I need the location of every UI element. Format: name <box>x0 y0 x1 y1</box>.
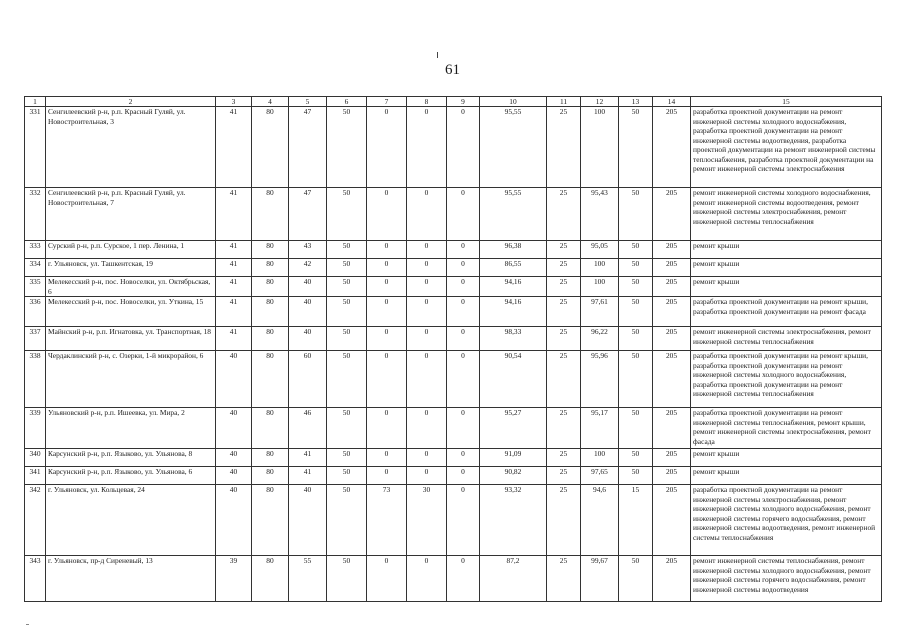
value-cell: 80 <box>252 277 289 297</box>
value-cell: 41 <box>216 277 252 297</box>
value-cell: 25 <box>547 327 581 351</box>
value-cell: 50 <box>327 277 367 297</box>
value-cell: 50 <box>327 556 367 602</box>
column-header: 5 <box>289 97 327 107</box>
value-cell: 50 <box>619 449 653 467</box>
value-cell: 25 <box>547 259 581 277</box>
value-cell: 94,16 <box>480 277 547 297</box>
works-cell: ремонт крыши <box>691 259 882 277</box>
value-cell: 50 <box>327 107 367 188</box>
value-cell: 205 <box>653 408 691 449</box>
table-row <box>25 351 882 408</box>
value-cell: 50 <box>619 241 653 259</box>
value-cell: 0 <box>367 408 407 449</box>
row-number-cell: 338 <box>25 351 46 408</box>
header-row <box>25 97 882 107</box>
value-cell: 50 <box>327 408 367 449</box>
scan-tick-mark <box>437 52 438 58</box>
value-cell: 99,67 <box>581 556 619 602</box>
value-cell: 50 <box>327 449 367 467</box>
row-number-cell: 336 <box>25 297 46 327</box>
value-cell: 25 <box>547 241 581 259</box>
value-cell: 40 <box>216 467 252 485</box>
address-cell: г. Ульяновск, пр-д Сиреневый, 13 <box>46 556 216 602</box>
value-cell: 95,96 <box>581 351 619 408</box>
value-cell: 50 <box>619 277 653 297</box>
value-cell: 41 <box>216 107 252 188</box>
value-cell: 94,6 <box>581 485 619 556</box>
value-cell: 0 <box>407 241 447 259</box>
works-cell: разработка проектной документации на ремонт инженерной системы теплоснабжения, ремонт крыши, ремонт инженерной системы электроснабжения, ремонт фасада <box>691 408 882 449</box>
value-cell: 86,55 <box>480 259 547 277</box>
value-cell: 87,2 <box>480 556 547 602</box>
value-cell: 205 <box>653 107 691 188</box>
value-cell: 0 <box>447 351 480 408</box>
address-cell: Майнский р-н, р.п. Игнатовка, ул. Транспортная, 18 <box>46 327 216 351</box>
column-header: 10 <box>480 97 547 107</box>
value-cell: 50 <box>327 241 367 259</box>
column-header: 4 <box>252 97 289 107</box>
value-cell: 41 <box>216 327 252 351</box>
column-header: 7 <box>367 97 407 107</box>
works-cell: ремонт крыши <box>691 277 882 297</box>
value-cell: 95,55 <box>480 107 547 188</box>
value-cell: 50 <box>327 259 367 277</box>
value-cell: 40 <box>216 351 252 408</box>
value-cell: 0 <box>447 327 480 351</box>
address-cell: Сенгилеевский р-н, р.п. Красный Гуляй, ул. Новостроительная, 3 <box>46 107 216 188</box>
value-cell: 47 <box>289 107 327 188</box>
address-cell: г. Ульяновск, ул. Ташкентская, 19 <box>46 259 216 277</box>
value-cell: 0 <box>407 107 447 188</box>
value-cell: 0 <box>407 188 447 241</box>
table-row <box>25 408 882 449</box>
value-cell: 50 <box>619 107 653 188</box>
value-cell: 205 <box>653 277 691 297</box>
value-cell: 0 <box>447 277 480 297</box>
value-cell: 95,05 <box>581 241 619 259</box>
table-row <box>25 556 882 602</box>
page-number: 61 <box>445 62 460 78</box>
table-row <box>25 327 882 351</box>
value-cell: 0 <box>367 241 407 259</box>
value-cell: 40 <box>289 297 327 327</box>
value-cell: 25 <box>547 408 581 449</box>
value-cell: 80 <box>252 485 289 556</box>
row-number-cell: 334 <box>25 259 46 277</box>
value-cell: 80 <box>252 449 289 467</box>
address-cell: Мелекесский р-н, пос. Новоселки, ул. Уткина, 15 <box>46 297 216 327</box>
value-cell: 205 <box>653 449 691 467</box>
value-cell: 96,22 <box>581 327 619 351</box>
value-cell: 39 <box>216 556 252 602</box>
value-cell: 0 <box>367 556 407 602</box>
address-cell: Карсунский р-н, р.п. Языково, ул. Ульянова, 8 <box>46 449 216 467</box>
value-cell: 43 <box>289 241 327 259</box>
row-number-cell: 340 <box>25 449 46 467</box>
value-cell: 96,38 <box>480 241 547 259</box>
column-header: 9 <box>447 97 480 107</box>
value-cell: 0 <box>407 467 447 485</box>
table-row <box>25 241 882 259</box>
value-cell: 0 <box>367 327 407 351</box>
table-row <box>25 449 882 467</box>
value-cell: 0 <box>447 259 480 277</box>
column-header: 8 <box>407 97 447 107</box>
value-cell: 0 <box>447 241 480 259</box>
value-cell: 25 <box>547 297 581 327</box>
table-row <box>25 259 882 277</box>
row-number-cell: 342 <box>25 485 46 556</box>
column-header: 2 <box>46 97 216 107</box>
value-cell: 50 <box>619 297 653 327</box>
value-cell: 40 <box>289 327 327 351</box>
value-cell: 95,17 <box>581 408 619 449</box>
value-cell: 0 <box>367 259 407 277</box>
value-cell: 205 <box>653 556 691 602</box>
value-cell: 80 <box>252 351 289 408</box>
value-cell: 50 <box>327 485 367 556</box>
value-cell: 41 <box>216 188 252 241</box>
column-header: 1 <box>25 97 46 107</box>
value-cell: 0 <box>447 467 480 485</box>
value-cell: 41 <box>216 259 252 277</box>
value-cell: 0 <box>407 556 447 602</box>
value-cell: 205 <box>653 241 691 259</box>
value-cell: 90,54 <box>480 351 547 408</box>
value-cell: 25 <box>547 188 581 241</box>
value-cell: 80 <box>252 408 289 449</box>
address-cell: г. Ульяновск, ул. Кольцевая, 24 <box>46 485 216 556</box>
value-cell: 0 <box>447 449 480 467</box>
column-header: 15 <box>691 97 882 107</box>
row-number-cell: 341 <box>25 467 46 485</box>
value-cell: 0 <box>407 351 447 408</box>
value-cell: 80 <box>252 467 289 485</box>
value-cell: 205 <box>653 297 691 327</box>
value-cell: 25 <box>547 556 581 602</box>
value-cell: 95,27 <box>480 408 547 449</box>
value-cell: 47 <box>289 188 327 241</box>
table-row <box>25 297 882 327</box>
value-cell: 205 <box>653 259 691 277</box>
value-cell: 80 <box>252 327 289 351</box>
column-header: 13 <box>619 97 653 107</box>
value-cell: 95,43 <box>581 188 619 241</box>
works-cell: разработка проектной документации на ремонт крыши, разработка проектной документации на ремонт фасада <box>691 297 882 327</box>
value-cell: 55 <box>289 556 327 602</box>
table-row <box>25 188 882 241</box>
row-number-cell: 332 <box>25 188 46 241</box>
address-cell: Ульяновский р-н, р.п. Ишеевка, ул. Мира, 2 <box>46 408 216 449</box>
value-cell: 80 <box>252 297 289 327</box>
value-cell: 80 <box>252 259 289 277</box>
value-cell: 41 <box>289 449 327 467</box>
value-cell: 40 <box>216 449 252 467</box>
value-cell: 205 <box>653 467 691 485</box>
column-header: 14 <box>653 97 691 107</box>
works-cell: ремонт крыши <box>691 449 882 467</box>
value-cell: 25 <box>547 485 581 556</box>
row-number-cell: 331 <box>25 107 46 188</box>
value-cell: 205 <box>653 351 691 408</box>
value-cell: 41 <box>216 297 252 327</box>
value-cell: 100 <box>581 259 619 277</box>
value-cell: 205 <box>653 188 691 241</box>
value-cell: 0 <box>407 277 447 297</box>
value-cell: 0 <box>407 408 447 449</box>
value-cell: 94,16 <box>480 297 547 327</box>
value-cell: 25 <box>547 449 581 467</box>
works-cell: ремонт инженерной системы теплоснабжения, ремонт инженерной системы холодного водоснабжения, ремонт инженерной системы горячего водоснабжения, ремонт инженерной системы водоотведения <box>691 556 882 602</box>
value-cell: 50 <box>327 188 367 241</box>
value-cell: 0 <box>407 297 447 327</box>
works-cell: ремонт крыши <box>691 467 882 485</box>
value-cell: 0 <box>367 467 407 485</box>
value-cell: 100 <box>581 107 619 188</box>
value-cell: 0 <box>367 297 407 327</box>
value-cell: 98,33 <box>480 327 547 351</box>
works-cell: разработка проектной документации на ремонт инженерной системы электроснабжения, ремонт инженерной системы холодного водоснабжения, ремонт инженерной системы горячего водоснабжения, ремонт инженерной системы водоотведения, ремонт инженерной системы теплоснабжения <box>691 485 882 556</box>
value-cell: 25 <box>547 351 581 408</box>
value-cell: 41 <box>216 241 252 259</box>
value-cell: 0 <box>407 449 447 467</box>
value-cell: 0 <box>367 188 407 241</box>
address-cell: Чердаклинский р-н, с. Озерки, 1-й микрорайон, 6 <box>46 351 216 408</box>
value-cell: 50 <box>327 327 367 351</box>
table-row <box>25 485 882 556</box>
value-cell: 0 <box>447 107 480 188</box>
value-cell: 0 <box>447 556 480 602</box>
address-cell: Сурский р-н, р.п. Сурское, 1 пер. Ленина, 1 <box>46 241 216 259</box>
value-cell: 50 <box>619 188 653 241</box>
value-cell: 205 <box>653 327 691 351</box>
value-cell: 0 <box>407 259 447 277</box>
address-cell: Карсунский р-н, р.п. Языково, ул. Ульянова, 6 <box>46 467 216 485</box>
value-cell: 95,55 <box>480 188 547 241</box>
value-cell: 97,61 <box>581 297 619 327</box>
register-table <box>24 96 882 602</box>
works-cell: ремонт инженерной системы холодного водоснабжения, ремонт инженерной системы водоотведения, ремонт инженерной системы электроснабжения, ремонт инженерной системы теплоснабжения <box>691 188 882 241</box>
column-header: 11 <box>547 97 581 107</box>
value-cell: 90,82 <box>480 467 547 485</box>
value-cell: 0 <box>367 107 407 188</box>
value-cell: 0 <box>447 188 480 241</box>
address-cell: Мелекесский р-н, пос. Новоселки, ул. Октябрьская, 6 <box>46 277 216 297</box>
row-number-cell: 343 <box>25 556 46 602</box>
value-cell: 42 <box>289 259 327 277</box>
value-cell: 25 <box>547 467 581 485</box>
value-cell: 50 <box>619 327 653 351</box>
works-cell: разработка проектной документации на ремонт инженерной системы холодного водоснабжения, разработка проектной документации на ремонт инженерной системы водоотведения, разработка проектной документации на ремонт инженерной системы теплоснабжения, разработка проектной документации на ремонт инженерной системы электроснабжения <box>691 107 882 188</box>
column-header: 3 <box>216 97 252 107</box>
column-header: 6 <box>327 97 367 107</box>
value-cell: 50 <box>619 556 653 602</box>
value-cell: 0 <box>447 297 480 327</box>
value-cell: 80 <box>252 188 289 241</box>
value-cell: 50 <box>619 408 653 449</box>
value-cell: 100 <box>581 277 619 297</box>
value-cell: 73 <box>367 485 407 556</box>
value-cell: 80 <box>252 241 289 259</box>
row-number-cell: 339 <box>25 408 46 449</box>
works-cell: ремонт крыши <box>691 241 882 259</box>
value-cell: 40 <box>216 408 252 449</box>
value-cell: 50 <box>327 297 367 327</box>
value-cell: 40 <box>216 485 252 556</box>
value-cell: 0 <box>447 408 480 449</box>
value-cell: 30 <box>407 485 447 556</box>
value-cell: 0 <box>367 277 407 297</box>
address-cell: Сенгилеевский р-н, р.п. Красный Гуляй, ул. Новостроительная, 7 <box>46 188 216 241</box>
value-cell: 91,09 <box>480 449 547 467</box>
value-cell: 100 <box>581 449 619 467</box>
value-cell: 60 <box>289 351 327 408</box>
row-number-cell: 333 <box>25 241 46 259</box>
value-cell: 93,32 <box>480 485 547 556</box>
value-cell: 25 <box>547 277 581 297</box>
value-cell: 0 <box>447 485 480 556</box>
value-cell: 50 <box>619 351 653 408</box>
value-cell: 46 <box>289 408 327 449</box>
value-cell: 97,65 <box>581 467 619 485</box>
value-cell: 50 <box>327 467 367 485</box>
value-cell: 40 <box>289 277 327 297</box>
value-cell: 50 <box>619 467 653 485</box>
value-cell: 50 <box>619 259 653 277</box>
value-cell: 80 <box>252 556 289 602</box>
value-cell: 25 <box>547 107 581 188</box>
value-cell: 80 <box>252 107 289 188</box>
value-cell: 40 <box>289 485 327 556</box>
column-header: 12 <box>581 97 619 107</box>
row-number-cell: 337 <box>25 327 46 351</box>
works-cell: ремонт инженерной системы электроснабжения, ремонт инженерной системы теплоснабжения <box>691 327 882 351</box>
value-cell: 15 <box>619 485 653 556</box>
value-cell: 50 <box>327 351 367 408</box>
value-cell: 0 <box>367 351 407 408</box>
value-cell: 0 <box>367 449 407 467</box>
value-cell: 205 <box>653 485 691 556</box>
works-cell: разработка проектной документации на ремонт крыши, разработка проектной документации на ремонт инженерной системы холодного водоснабжения, разработка проектной документации на ремонт инженерной системы теплоснабжения <box>691 351 882 408</box>
value-cell: 41 <box>289 467 327 485</box>
scan-mark <box>26 624 29 625</box>
row-number-cell: 335 <box>25 277 46 297</box>
value-cell: 0 <box>407 327 447 351</box>
table-row <box>25 277 882 297</box>
table-row <box>25 107 882 188</box>
table-row <box>25 467 882 485</box>
